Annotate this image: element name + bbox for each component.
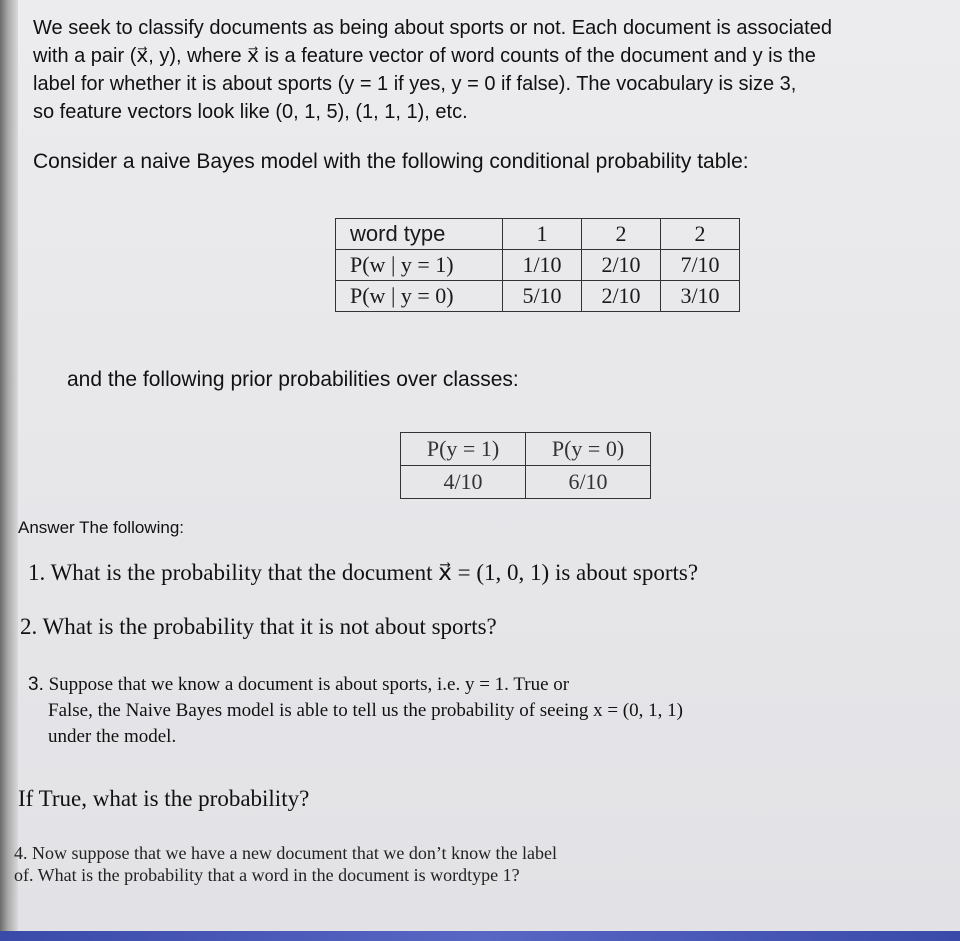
question-number: 3. <box>28 674 44 695</box>
table-cell: 1 <box>503 219 582 250</box>
table-cell: 2/10 <box>582 250 661 281</box>
question-4-line: 4. Now suppose that we have a new document that we don’t know the label <box>14 843 558 863</box>
table-cell: P(w | y = 1) <box>336 250 503 281</box>
table-header-row <box>336 219 740 250</box>
question-4 <box>14 842 914 886</box>
question-3-line: under the model. <box>48 726 177 747</box>
conditional-probability-table <box>335 218 740 312</box>
question-3-line <box>28 672 908 698</box>
question-text: Suppose that we know a document is about sports, i.e. y = 1. True or <box>48 674 570 695</box>
table-cell: P(y = 0) <box>526 433 651 466</box>
table-cell: P(w | y = 0) <box>336 281 503 312</box>
page-left-shadow <box>0 0 18 941</box>
if-true-question: If True, what is the probability? <box>18 786 310 811</box>
table-cell: 2 <box>582 219 661 250</box>
question-3 <box>28 672 908 750</box>
question-2: 2. What is the probability that it is not about sports? <box>20 614 497 639</box>
prior-probability-table <box>400 432 651 499</box>
table-row <box>336 281 740 312</box>
table-cell: 2 <box>661 219 740 250</box>
intro-paragraph <box>33 14 948 126</box>
intro-line: with a pair (x⃗, y), where x⃗ is a feature vector of word counts of the document and y is the <box>33 45 816 67</box>
question-1: 1. What is the probability that the document x⃗ = (1, 0, 1) is about sports? <box>28 560 699 585</box>
consider-heading: Consider a naive Bayes model with the following conditional probability table: <box>33 150 749 173</box>
table-cell: 7/10 <box>661 250 740 281</box>
prior-heading: and the following prior probabilities over classes: <box>67 368 519 391</box>
table-header-row <box>401 433 651 466</box>
table-cell: word type <box>336 219 503 250</box>
question-4-line: of. What is the probability that a word in the document is wordtype 1? <box>14 865 520 885</box>
intro-line: label for whether it is about sports (y = 1 if yes, y = 0 if false). The vocabulary is size 3, <box>33 73 797 95</box>
table-row <box>336 250 740 281</box>
answer-heading: Answer The following: <box>18 518 184 537</box>
intro-line: We seek to classify documents as being about sports or not. Each document is associated <box>33 17 832 39</box>
table-cell: 3/10 <box>661 281 740 312</box>
table-cell: 4/10 <box>401 466 526 499</box>
table-cell: 1/10 <box>503 250 582 281</box>
table-row <box>401 466 651 499</box>
table-cell: P(y = 1) <box>401 433 526 466</box>
table-cell: 5/10 <box>503 281 582 312</box>
intro-line: so feature vectors look like (0, 1, 5), (1, 1, 1), etc. <box>33 101 468 123</box>
bottom-edge <box>0 931 960 941</box>
question-3-line: False, the Naive Bayes model is able to tell us the probability of seeing x = (0, 1, 1) <box>48 700 683 721</box>
table-cell: 2/10 <box>582 281 661 312</box>
table-cell: 6/10 <box>526 466 651 499</box>
